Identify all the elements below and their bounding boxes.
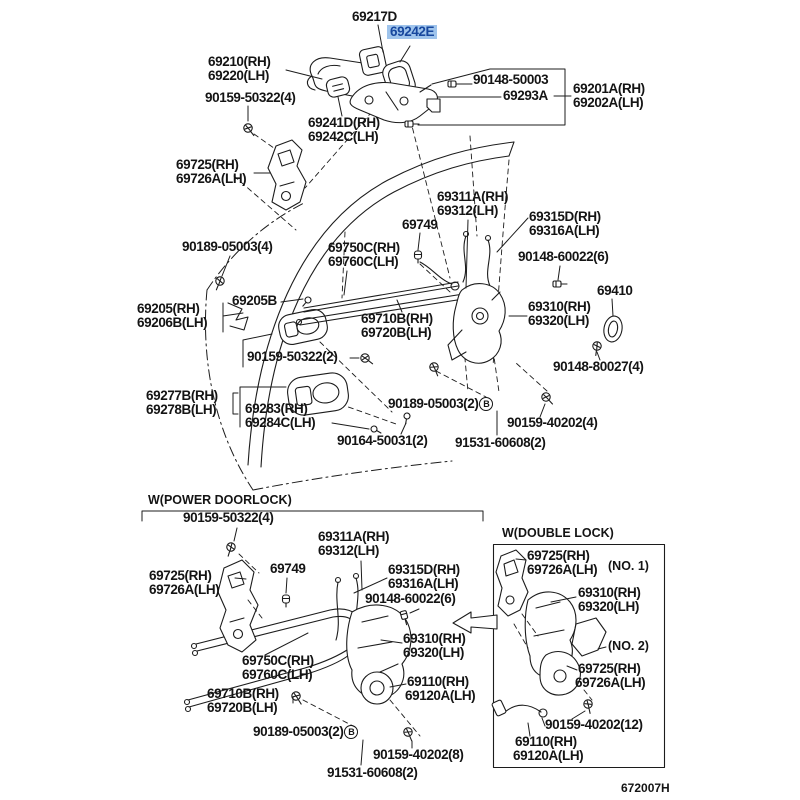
part-label[interactable]: 90148-60022(6)	[518, 249, 609, 264]
part-label[interactable]: 90148-50003	[473, 72, 549, 87]
part-label[interactable]: 90159-50322(4)	[183, 510, 274, 525]
striker-art	[602, 315, 624, 344]
part-label[interactable]: 69110(RH)	[407, 674, 469, 689]
part-label[interactable]: 69750C(RH)	[328, 240, 400, 255]
door-check-art	[268, 140, 306, 210]
part-label[interactable]: 69725(RH)	[527, 548, 590, 563]
part-label[interactable]: 69725(RH)	[176, 157, 239, 172]
part-label[interactable]: 69312(LH)	[318, 543, 379, 558]
part-label[interactable]: 69242C(LH)	[308, 129, 379, 144]
part-label[interactable]: 90189-05003(2) B	[388, 397, 493, 411]
part-label[interactable]: 69320(LH)	[403, 645, 464, 660]
part-label[interactable]: 69710B(RH)	[361, 311, 433, 326]
part-label[interactable]: 69749	[402, 217, 438, 232]
part-label[interactable]: 69749	[270, 561, 306, 576]
part-label[interactable]: 69284C(LH)	[245, 415, 316, 430]
part-label[interactable]: 90148-60022(6)	[365, 591, 456, 606]
part-label[interactable]: 69760C(LH)	[242, 667, 313, 682]
part-label[interactable]: 69320(LH)	[578, 599, 639, 614]
part-label[interactable]: 69241D(RH)	[308, 115, 380, 130]
diagram-code: 672007H	[621, 781, 670, 795]
part-label[interactable]: 69311A(RH)	[318, 529, 390, 544]
part-label[interactable]: 69205(RH)	[137, 301, 200, 316]
part-label[interactable]: 69278B(LH)	[146, 402, 217, 417]
ref-circle-b: B	[479, 397, 493, 411]
part-label[interactable]: 69120A(LH)	[405, 688, 476, 703]
part-label[interactable]: 90148-80027(4)	[553, 359, 644, 374]
left-arrow-icon	[453, 612, 497, 633]
part-label[interactable]: 69410	[597, 283, 633, 298]
part-label[interactable]: 69311A(RH)	[437, 189, 509, 204]
part-label[interactable]: 91531-60608(2)	[327, 765, 418, 780]
part-label[interactable]: 69726A(LH)	[176, 171, 247, 186]
part-label[interactable]: 69726A(LH)	[527, 562, 598, 577]
section-header-double-lock: W(DOUBLE LOCK)	[502, 526, 614, 540]
part-label[interactable]: 90189-05003(4)	[182, 239, 273, 254]
part-label[interactable]: 90159-50322(2)	[247, 349, 338, 364]
part-label[interactable]: 69110(RH)	[515, 734, 577, 749]
part-label[interactable]: 69293A	[503, 88, 548, 103]
part-label[interactable]: 90159-40202(8)	[373, 747, 464, 762]
part-label[interactable]: 90159-40202(4)	[507, 415, 598, 430]
part-label[interactable]: 69315D(RH)	[529, 209, 601, 224]
part-label[interactable]: 69310(RH)	[528, 299, 591, 314]
part-label[interactable]: 90164-50031(2)	[337, 433, 428, 448]
part-label[interactable]: 69217D	[352, 9, 397, 24]
part-label[interactable]: 69205B	[232, 293, 277, 308]
part-label[interactable]: 69760C(LH)	[328, 254, 399, 269]
part-label[interactable]: 69725(RH)	[578, 661, 641, 676]
part-label[interactable]: 69277B(RH)	[146, 388, 218, 403]
part-label[interactable]: 90189-05003(2) B	[253, 725, 358, 739]
part-label[interactable]: 69315D(RH)	[388, 562, 460, 577]
part-label[interactable]: 69206B(LH)	[137, 315, 208, 330]
section-header-power-doorlock: W(POWER DOORLOCK)	[148, 493, 292, 507]
part-label[interactable]: 69310(RH)	[578, 585, 641, 600]
part-label[interactable]: 91531-60608(2)	[455, 435, 546, 450]
part-label[interactable]: 90159-50322(4)	[205, 90, 296, 105]
ref-circle-b: B	[344, 725, 358, 739]
part-label[interactable]: 69750C(RH)	[242, 653, 314, 668]
part-label[interactable]: 69120A(LH)	[513, 748, 584, 763]
part-label[interactable]: 69220(LH)	[208, 68, 269, 83]
part-label[interactable]: 69725(RH)	[149, 568, 212, 583]
part-label-highlighted[interactable]: 69242E	[387, 25, 437, 39]
variant-note: (NO. 2)	[608, 639, 649, 653]
part-label[interactable]: 69310(RH)	[403, 631, 466, 646]
part-label[interactable]: 69720B(LH)	[361, 325, 432, 340]
part-label[interactable]: 69312(LH)	[437, 203, 498, 218]
part-label[interactable]: 69726A(LH)	[149, 582, 220, 597]
part-label[interactable]: 69210(RH)	[208, 54, 271, 69]
part-label[interactable]: 90159-40202(12)	[545, 717, 643, 732]
part-label[interactable]: 69720B(LH)	[207, 700, 278, 715]
variant-note: (NO. 1)	[608, 559, 649, 573]
part-label[interactable]: 69320(LH)	[528, 313, 589, 328]
part-label[interactable]: 69316A(LH)	[388, 576, 459, 591]
part-label[interactable]: 69201A(RH)	[573, 81, 645, 96]
part-label[interactable]: 69726A(LH)	[575, 675, 646, 690]
part-label[interactable]: 69202A(LH)	[573, 95, 644, 110]
part-label[interactable]: 69283(RH)	[245, 401, 308, 416]
part-label[interactable]: 69710B(RH)	[207, 686, 279, 701]
outside-handle-art	[307, 46, 440, 123]
part-label[interactable]: 69316A(LH)	[529, 223, 600, 238]
